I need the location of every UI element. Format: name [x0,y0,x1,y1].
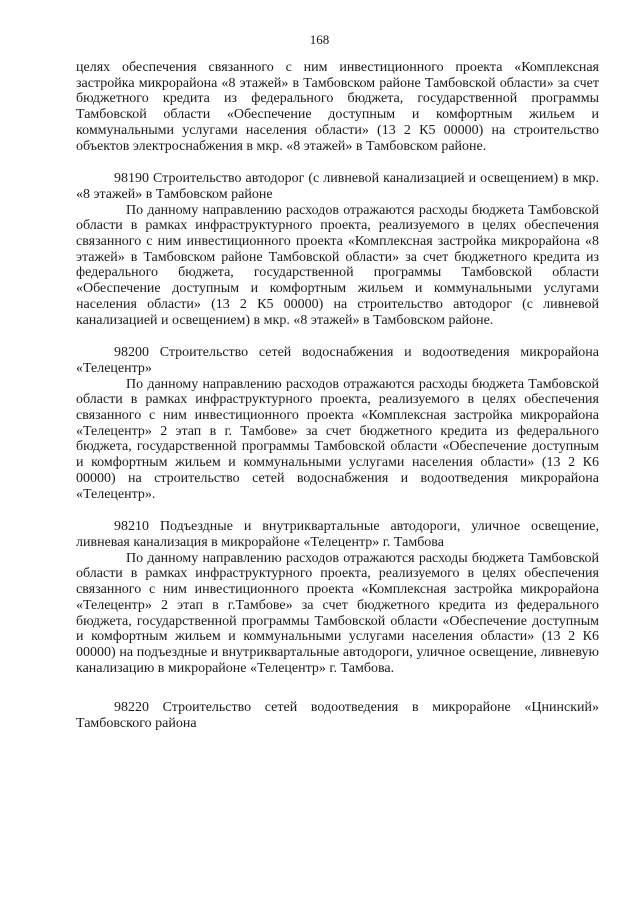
section-98210 [76,519,599,676]
section-heading: 98190 Строительство автодорог (с ливневой канализацией и освещением) в мкр. «8 этажей» в Тамбовском районе [76,171,599,202]
section-98190 [76,171,599,328]
section-body: По данному направлению расходов отражаются расходы бюджета Тамбовской области в рамках инфраструктурного проекта, реализуемого в целях обеспечения связанного с ним инвестиционного проекта «Комплексная застройка микрорайона «Телецентр» 2 этап в г.Тамбове» за счет бюджетного кредита из федерального бюджета, государственной программы Тамбовской области «Обеспечение доступным и комфортным жильем и коммунальными услугами населения области» (13 2 К6 00000) на подъездные и внутриквартальные автодороги, уличное освещение, ливневую канализацию в микрорайоне «Телецентр» г. Тамбова. [76,550,599,676]
section-body: По данному направлению расходов отражаются расходы бюджета Тамбовской области в рамках инфраструктурного проекта, реализуемого в целях обеспечения связанного с ним инвестиционного проекта «Комплексная застройка микрорайона «8 этажей» в Тамбовском районе Тамбовской области» за счет бюджетного кредита из федерального бюджета, государственной программы Тамбовской области «Обеспечение доступным и комфортным жильем и коммунальными услугами населения области» (13 2 К5 00000) на строительство автодорог (с ливневой канализацией и освещением) в мкр. «8 этажей» в Тамбовском районе. [76,202,599,328]
section-body: По данному направлению расходов отражаются расходы бюджета Тамбовской области в рамках инфраструктурного проекта, реализуемого в целях обеспечения связанного с ним инвестиционного проекта «Комплексная застройка микрорайона «Телецентр» 2 этап в г. Тамбове» за счет бюджетного кредита из федерального бюджета, государственной программы Тамбовской области «Обеспечение доступным и комфортным жильем и коммунальными услугами населения области» (13 2 К6 00000) на строительство сетей водоснабжения и водоотведения микрорайона «Телецентр». [76,376,599,502]
section-98200 [76,345,599,502]
section-heading: 98220 Строительство сетей водоотведения в микрорайоне «Цнинский» Тамбовского района [76,700,599,732]
page-number: 168 [309,32,330,47]
section-heading: 98200 Строительство сетей водоснабжения и водоотведения микрорайона «Телецентр» [76,345,599,376]
section-98220 [76,700,599,731]
section-heading: 98210 Подъездные и внутриквартальные автодороги, уличное освещение, ливневая канализация в микрорайоне «Телецентр» г. Тамбова [76,519,599,550]
document-body [76,60,599,732]
intro-paragraph: целях обеспечения связанного с ним инвестиционного проекта «Комплексная застройка микрорайона «8 этажей» в Тамбовском районе Тамбовской области» за счет бюджетного кредита из федерального бюджета, государственной программы Тамбовской области «Обеспечение доступным и комфортным жильем и коммунальными услугами населения области» (13 2 К5 00000) на строительство объектов электроснабжения в мкр. «8 этажей» в Тамбовском районе. [76,60,599,154]
